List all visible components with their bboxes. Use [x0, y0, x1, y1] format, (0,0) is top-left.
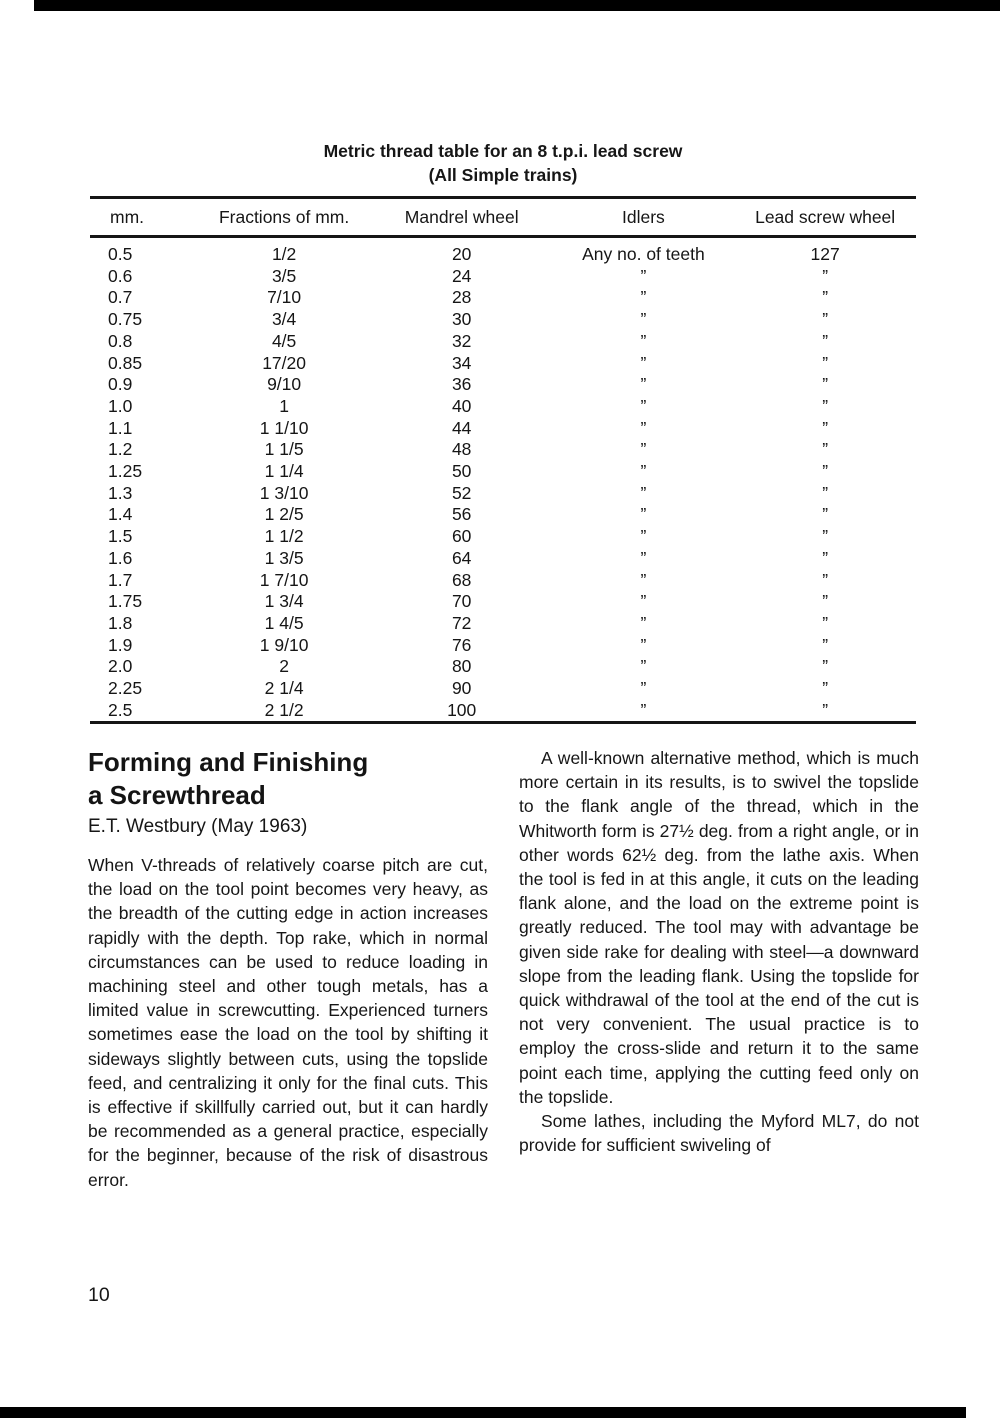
table-cell: 0.85	[108, 352, 143, 373]
table-row	[90, 287, 916, 309]
table-row	[90, 526, 916, 548]
table-cell: 56	[451, 504, 472, 525]
table-cell: 9/10	[267, 374, 302, 395]
scan-artifact-bar-bottom	[0, 1407, 966, 1418]
article-section	[88, 746, 920, 1192]
table-cell: ”	[640, 309, 647, 330]
table-cell: ”	[822, 439, 829, 460]
table-cell: 32	[451, 330, 472, 351]
table-cell: ”	[640, 330, 647, 351]
table-cell: ”	[822, 504, 829, 525]
table-cell: 80	[451, 656, 472, 677]
table-cell: ”	[640, 504, 647, 525]
table-row	[90, 266, 916, 288]
table-cell: ”	[822, 395, 829, 416]
table-cell: ”	[822, 265, 829, 286]
table-row	[90, 700, 916, 723]
table-row	[90, 374, 916, 396]
table-cell: 1 2/5	[264, 504, 304, 525]
article-title	[88, 746, 488, 812]
table-cell: 1 1/4	[264, 461, 304, 482]
table-cell: ”	[640, 461, 647, 482]
table-cell: ”	[640, 612, 647, 633]
table-cell: 68	[451, 569, 472, 590]
table-cell: 1.1	[108, 417, 133, 438]
table-row	[90, 656, 916, 678]
table-cell: 0.9	[108, 374, 133, 395]
table-cell: ”	[640, 287, 647, 308]
metric-thread-table	[90, 196, 916, 724]
table-cell: 1.3	[108, 482, 133, 503]
table-cell: 44	[451, 417, 472, 438]
table-cell: 1.0	[108, 395, 133, 416]
table-cell: 127	[810, 244, 840, 264]
article-left-column	[88, 746, 488, 1192]
table-row	[90, 396, 916, 418]
table-cell: 0.6	[108, 265, 133, 286]
table-cell: 2 1/4	[264, 678, 304, 699]
table-cell: 2	[279, 656, 289, 677]
table-cell: 0.7	[108, 287, 133, 308]
table-cell: ”	[822, 591, 829, 612]
table-cell: ”	[822, 309, 829, 330]
table-cell: 60	[451, 526, 472, 547]
table-cell: 48	[451, 439, 472, 460]
table-cell: 40	[451, 395, 472, 416]
table-row	[90, 331, 916, 353]
table-title: Metric thread table for an 8 t.p.i. lead screw	[323, 141, 683, 161]
page-number: 10	[88, 1284, 110, 1306]
table-cell: ”	[640, 591, 647, 612]
column-header-mm: mm.	[90, 198, 197, 237]
table-cell: 2.5	[108, 699, 133, 720]
table-cell: ”	[640, 352, 647, 373]
table-row	[90, 613, 916, 635]
table-cell: 2.25	[108, 678, 143, 699]
table-cell: ”	[822, 526, 829, 547]
table-cell: 1.9	[108, 634, 133, 655]
table-cell: 7/10	[267, 287, 302, 308]
article-title-line2: a Screwthread	[88, 780, 266, 810]
table-cell: 1 1/2	[264, 526, 304, 547]
column-header-fractions: Fractions of mm.	[197, 198, 370, 237]
table-cell: 1 3/10	[259, 482, 309, 503]
table-cell: 2.0	[108, 656, 133, 677]
table-row	[90, 439, 916, 461]
table-row	[90, 237, 916, 266]
table-row	[90, 635, 916, 657]
table-cell: ”	[822, 461, 829, 482]
table-cell: ”	[640, 678, 647, 699]
table-cell: 17/20	[262, 352, 306, 373]
table-cell: 1 1/5	[264, 439, 304, 460]
table-cell: 50	[451, 461, 472, 482]
table-cell: ”	[640, 417, 647, 438]
table-header-row	[90, 198, 916, 237]
table-cell: ”	[822, 330, 829, 351]
table-cell: 2 1/2	[264, 699, 304, 720]
table-cell: 1 3/4	[264, 591, 304, 612]
table-cell: 1.2	[108, 439, 133, 460]
table-cell: ”	[640, 547, 647, 568]
table-cell: ”	[822, 374, 829, 395]
table-cell: 1.4	[108, 504, 133, 525]
table-cell: 1.5	[108, 526, 133, 547]
table-cell: ”	[822, 569, 829, 590]
table-cell: ”	[640, 265, 647, 286]
table-cell: 1 3/5	[264, 547, 304, 568]
table-cell: ”	[640, 634, 647, 655]
table-cell: ”	[822, 699, 829, 720]
table-cell: ”	[822, 656, 829, 677]
table-cell: 1	[279, 395, 289, 416]
table-cell: 1.25	[108, 461, 143, 482]
article-byline: E.T. Westbury (May 1963)	[88, 816, 308, 837]
table-cell: ”	[822, 417, 829, 438]
article-title-line1: Forming and Finishing	[88, 747, 369, 777]
table-cell: ”	[640, 569, 647, 590]
table-cell: 36	[451, 374, 472, 395]
table-cell: ”	[822, 612, 829, 633]
table-cell: 1.8	[108, 612, 133, 633]
table-cell: 28	[451, 287, 472, 308]
table-row	[90, 353, 916, 375]
table-cell: 1 1/10	[259, 417, 309, 438]
table-cell: 1.6	[108, 547, 133, 568]
table-subtitle: (All Simple trains)	[428, 165, 578, 185]
table-cell: 3/4	[271, 309, 297, 330]
column-header-lead-screw-wheel: Lead screw wheel	[734, 198, 916, 237]
left-column-text	[88, 853, 488, 1192]
table-cell: ”	[822, 634, 829, 655]
table-cell: 1.75	[108, 591, 143, 612]
table-cell: ”	[822, 678, 829, 699]
table-cell: 1.7	[108, 569, 133, 590]
table-cell: 0.5	[108, 244, 133, 264]
table-cell: ”	[822, 547, 829, 568]
table-cell: 34	[451, 352, 472, 373]
table-cell: ”	[640, 526, 647, 547]
scan-artifact-bar-top	[34, 0, 1000, 11]
table-cell: 1 7/10	[259, 569, 309, 590]
table-row	[90, 570, 916, 592]
table-cell: ”	[640, 439, 647, 460]
table-cell: 1 4/5	[264, 612, 304, 633]
table-cell: 1 9/10	[259, 634, 309, 655]
paragraph: A well-known alternative method, which is much more certain in its results, is to swivel the topslide to the flank angle of the thread, which in the Whitworth form is 27½ deg. from a right angle, or in other words 62½ deg. from the lathe axis. When the tool is fed in at this angle, it cuts on the leading flank alone, and the load on the extreme point is greatly reduced. The tool may with advantage be given side rake for dealing with steel—a downward slope from the leading flank. Using the topslide for quick withdrawal of the tool at the end of the cut is not very convenient. The usual practice is to employ the cross-slide and return it to the same point each time, applying the cutting feed only on the topslide.	[519, 748, 919, 1107]
table-cell: 76	[451, 634, 472, 655]
table-cell: 70	[451, 591, 472, 612]
table-cell: 4/5	[271, 330, 297, 351]
thread-table-body	[90, 237, 916, 723]
table-cell: ”	[640, 482, 647, 503]
table-cell: 3/5	[271, 265, 297, 286]
table-row	[90, 461, 916, 483]
right-column-text	[519, 746, 919, 1157]
paragraph: Some lathes, including the Myford ML7, do not provide for sufficient swiveling of	[519, 1111, 919, 1156]
table-cell: 24	[451, 265, 472, 286]
table-cell: ”	[822, 287, 829, 308]
article-right-column	[519, 746, 919, 1192]
table-cell: 90	[451, 678, 472, 699]
table-cell: 0.75	[108, 309, 143, 330]
table-cell: ”	[640, 699, 647, 720]
paragraph: When V-threads of relatively coarse pitch are cut, the load on the tool point becomes very heavy, as the breadth of the cutting edge in action increases rapidly with the depth. Top rake, which in normal circumstances can be used to reduce loading in machining steel and other tough metals, has a limited value in screwcutting. Experienced turners sometimes ease the load on the tool by shifting it sideways slightly between cuts, using the topslide feed, and centralizing it only for the final cuts. This is effective if skillfully carried out, but it can hardly be recommended as a general practice, especially for the beginner, because of the risk of disastrous error.	[88, 855, 488, 1190]
column-header-mandrel-wheel: Mandrel wheel	[371, 198, 553, 237]
table-row	[90, 309, 916, 331]
table-row	[90, 678, 916, 700]
table-row	[90, 548, 916, 570]
table-cell: 52	[451, 482, 472, 503]
table-cell: ”	[640, 395, 647, 416]
table-cell: Any no. of teeth	[582, 244, 705, 264]
table-cell: 64	[451, 547, 472, 568]
table-row	[90, 504, 916, 526]
table-cell: 100	[447, 699, 477, 720]
column-header-idlers: Idlers	[553, 198, 735, 237]
table-cell: 0.8	[108, 330, 133, 351]
table-cell: 72	[451, 612, 472, 633]
table-cell: ”	[640, 374, 647, 395]
table-cell: 1/2	[271, 244, 297, 264]
table-cell: ”	[640, 656, 647, 677]
table-cell: ”	[822, 352, 829, 373]
table-cell: 20	[451, 244, 472, 264]
table-row	[90, 418, 916, 440]
table-row	[90, 483, 916, 505]
table-cell: 30	[451, 309, 472, 330]
table-cell: ”	[822, 482, 829, 503]
table-row	[90, 591, 916, 613]
thread-table-section	[90, 141, 916, 724]
